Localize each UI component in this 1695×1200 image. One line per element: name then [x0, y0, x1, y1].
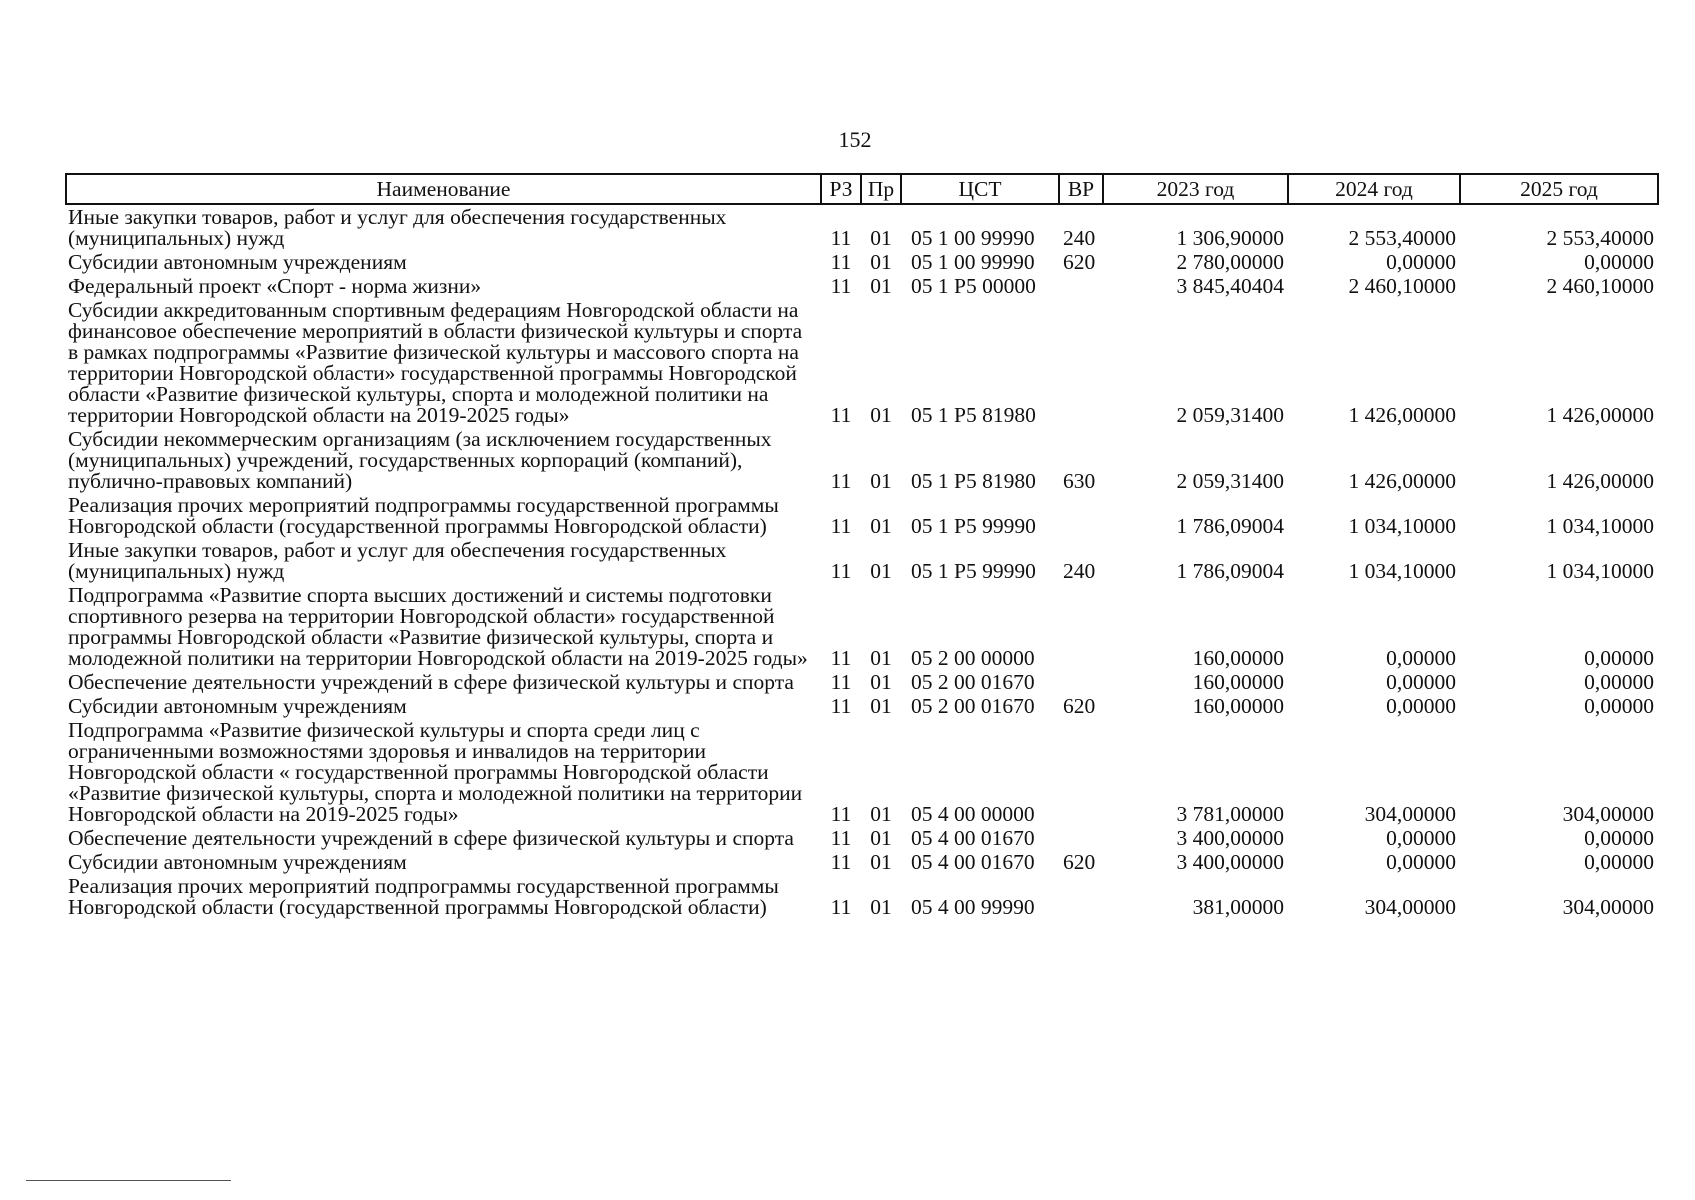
row-vr: [1059, 298, 1103, 427]
row-name: Субсидии аккредитованным спортивным федерациям Новгородской области на финансовое обеспечение мероприятий в области физической культуры и спорта в рамках подпрограммы «Развитие физической культуры и массового спорта на территории Новгородской области» государственной программы Новгородской области «Развитие физической культуры, спорта и молодежной политики на территории Новгородской области на 2019-2025 годы»: [68, 298, 803, 427]
row-name: Субсидии автономным учреждениям: [68, 694, 407, 718]
row-value-2025: 0,00000: [1584, 646, 1654, 670]
row-value-2025: 304,00000: [1562, 802, 1654, 826]
row-pr: 01: [870, 250, 892, 274]
row-pr: 01: [870, 646, 892, 670]
row-rz: 11: [830, 826, 852, 850]
table-row: [66, 583, 1658, 670]
row-vr: 620: [1063, 250, 1096, 274]
row-pr: 01: [870, 274, 892, 298]
row-rz: 11: [830, 250, 852, 274]
row-value-2023: 2 059,31400: [1176, 469, 1284, 493]
row-vr: 240: [1063, 559, 1096, 583]
row-value-2023: 1 786,09004: [1176, 559, 1284, 583]
row-value-2024: 1 426,00000: [1348, 403, 1456, 427]
row-pr: 01: [870, 895, 892, 919]
row-value-2023: 3 845,40404: [1176, 274, 1284, 298]
table-row: [66, 250, 1658, 274]
row-value-2023: 3 781,00000: [1176, 802, 1284, 826]
table-row: [66, 718, 1658, 826]
row-value-2023: 160,00000: [1192, 670, 1284, 694]
table-row: [66, 427, 1658, 493]
row-cst: 05 1 Р5 81980: [911, 469, 1036, 493]
row-vr: [1059, 718, 1103, 826]
row-value-2023: 381,00000: [1192, 895, 1284, 919]
row-cst: 05 2 00 01670: [911, 694, 1035, 718]
table-row: [66, 850, 1658, 874]
header-2024: 2024 год: [1288, 174, 1460, 204]
header-rz: РЗ: [821, 174, 861, 204]
table-header: [66, 174, 1658, 204]
row-value-2025: 1 426,00000: [1546, 403, 1654, 427]
budget-table: [65, 173, 1659, 919]
row-value-2025: 0,00000: [1584, 694, 1654, 718]
row-rz: 11: [830, 670, 852, 694]
row-value-2023: 160,00000: [1192, 694, 1284, 718]
row-rz: 11: [830, 802, 852, 826]
row-rz: 11: [830, 559, 852, 583]
row-value-2023: 3 400,00000: [1176, 850, 1284, 874]
footer-divider: [26, 1180, 231, 1181]
row-cst: 05 1 Р5 00000: [911, 274, 1036, 298]
row-vr: [1059, 874, 1103, 919]
table-row: [66, 694, 1658, 718]
row-vr: 620: [1063, 850, 1096, 874]
row-value-2024: 0,00000: [1386, 646, 1456, 670]
table-row: [66, 298, 1658, 427]
row-value-2025: 0,00000: [1584, 670, 1654, 694]
row-name: Субсидии автономным учреждениям: [68, 850, 407, 874]
row-rz: 11: [830, 850, 852, 874]
table-row: [66, 274, 1658, 298]
row-value-2025: 304,00000: [1562, 895, 1654, 919]
row-rz: 11: [830, 694, 852, 718]
row-value-2025: 1 426,00000: [1546, 469, 1654, 493]
row-name: Субсидии некоммерческим организациям (за исключением государственных (муниципальных) учреждений, государственных корпораций (компаний), публично-правовых компаний): [68, 427, 772, 493]
row-value-2023: 1 786,09004: [1176, 514, 1284, 538]
row-pr: 01: [870, 469, 892, 493]
row-pr: 01: [870, 226, 892, 250]
row-name: Подпрограмма «Развитие спорта высших достижений и системы подготовки спортивного резерва на территории Новгородской области» государственной программы Новгородской области «Развитие физической культуры, спорта и молодежной политики на территории Новгородской области на 2019-2025 годы»: [68, 583, 808, 670]
row-cst: 05 1 Р5 99990: [911, 514, 1036, 538]
row-rz: 11: [830, 514, 852, 538]
row-rz: 11: [830, 403, 852, 427]
row-name: Федеральный проект «Спорт - норма жизни»: [68, 274, 482, 298]
page-number: 152: [838, 127, 872, 152]
row-value-2025: 2 553,40000: [1546, 226, 1654, 250]
row-pr: 01: [870, 802, 892, 826]
row-cst: 05 1 Р5 99990: [911, 559, 1036, 583]
row-value-2024: 1 034,10000: [1348, 559, 1456, 583]
row-value-2023: 1 306,90000: [1176, 226, 1284, 250]
header-name: Наименование: [66, 174, 821, 204]
table-body: [66, 204, 1658, 919]
row-value-2025: 0,00000: [1584, 250, 1654, 274]
row-vr: 630: [1063, 469, 1096, 493]
row-pr: 01: [870, 514, 892, 538]
row-pr: 01: [870, 670, 892, 694]
row-vr: 240: [1063, 226, 1096, 250]
row-name: Обеспечение деятельности учреждений в сфере физической культуры и спорта: [68, 670, 794, 694]
row-value-2024: 0,00000: [1386, 670, 1456, 694]
row-value-2023: 2 059,31400: [1176, 403, 1284, 427]
header-cst: ЦСТ: [901, 174, 1059, 204]
row-name: Иные закупки товаров, работ и услуг для обеспечения государственных (муниципальных) нужд: [68, 205, 727, 250]
row-value-2025: 1 034,10000: [1546, 559, 1654, 583]
row-value-2025: 0,00000: [1584, 826, 1654, 850]
table-row: [66, 670, 1658, 694]
row-name: Обеспечение деятельности учреждений в сфере физической культуры и спорта: [68, 826, 794, 850]
row-pr: 01: [870, 694, 892, 718]
row-name: Реализация прочих мероприятий подпрограммы государственной программы Новгородской области (государственной программы Новгородской области): [68, 493, 779, 538]
row-cst: 05 1 00 99990: [911, 226, 1035, 250]
row-vr: [1059, 826, 1103, 850]
row-cst: 05 1 Р5 81980: [911, 403, 1036, 427]
row-value-2024: 0,00000: [1386, 826, 1456, 850]
row-name: Подпрограмма «Развитие физической культуры и спорта среди лиц с ограниченными возможностями здоровья и инвалидов на территории Новгородской области « государственной программы Новгородской области «Развитие физической культуры, спорта и молодежной политики на территории Новгородской области на 2019-2025 годы»: [68, 718, 803, 826]
header-2023: 2023 год: [1103, 174, 1288, 204]
row-value-2024: 0,00000: [1386, 694, 1456, 718]
table-row: [66, 538, 1658, 583]
row-name: Реализация прочих мероприятий подпрограммы государственной программы Новгородской области (государственной программы Новгородской области): [68, 874, 779, 919]
row-cst: 05 2 00 00000: [911, 646, 1035, 670]
table-row: [66, 826, 1658, 850]
table-row: [66, 874, 1658, 919]
row-vr: [1059, 583, 1103, 670]
row-rz: 11: [830, 646, 852, 670]
header-vr: ВР: [1059, 174, 1103, 204]
row-value-2023: 3 400,00000: [1176, 826, 1284, 850]
row-value-2024: 0,00000: [1386, 250, 1456, 274]
row-value-2024: 304,00000: [1364, 895, 1456, 919]
row-value-2024: 2 460,10000: [1348, 274, 1456, 298]
row-vr: [1059, 493, 1103, 538]
row-pr: 01: [870, 559, 892, 583]
row-cst: 05 1 00 99990: [911, 250, 1035, 274]
row-value-2024: 1 426,00000: [1348, 469, 1456, 493]
row-value-2024: 304,00000: [1364, 802, 1456, 826]
row-pr: 01: [870, 403, 892, 427]
table-row: [66, 204, 1658, 250]
row-name: Субсидии автономным учреждениям: [68, 250, 407, 274]
table-row: [66, 493, 1658, 538]
row-rz: 11: [830, 895, 852, 919]
header-2025: 2025 год: [1460, 174, 1658, 204]
row-cst: 05 4 00 01670: [911, 826, 1035, 850]
row-pr: 01: [870, 826, 892, 850]
row-value-2025: 2 460,10000: [1546, 274, 1654, 298]
row-cst: 05 4 00 01670: [911, 850, 1035, 874]
row-value-2024: 2 553,40000: [1348, 226, 1456, 250]
header-pr: Пр: [861, 174, 901, 204]
row-cst: 05 2 00 01670: [911, 670, 1035, 694]
row-value-2025: 0,00000: [1584, 850, 1654, 874]
row-rz: 11: [830, 274, 852, 298]
row-rz: 11: [830, 226, 852, 250]
row-value-2023: 160,00000: [1192, 646, 1284, 670]
row-cst: 05 4 00 99990: [911, 895, 1035, 919]
row-pr: 01: [870, 850, 892, 874]
row-vr: [1059, 274, 1103, 298]
row-cst: 05 4 00 00000: [911, 802, 1035, 826]
row-value-2024: 1 034,10000: [1348, 514, 1456, 538]
row-value-2023: 2 780,00000: [1176, 250, 1284, 274]
row-value-2025: 1 034,10000: [1546, 514, 1654, 538]
row-vr: 620: [1063, 694, 1096, 718]
row-rz: 11: [830, 469, 852, 493]
row-vr: [1059, 670, 1103, 694]
row-value-2024: 0,00000: [1386, 850, 1456, 874]
row-name: Иные закупки товаров, работ и услуг для обеспечения государственных (муниципальных) нужд: [68, 538, 727, 583]
